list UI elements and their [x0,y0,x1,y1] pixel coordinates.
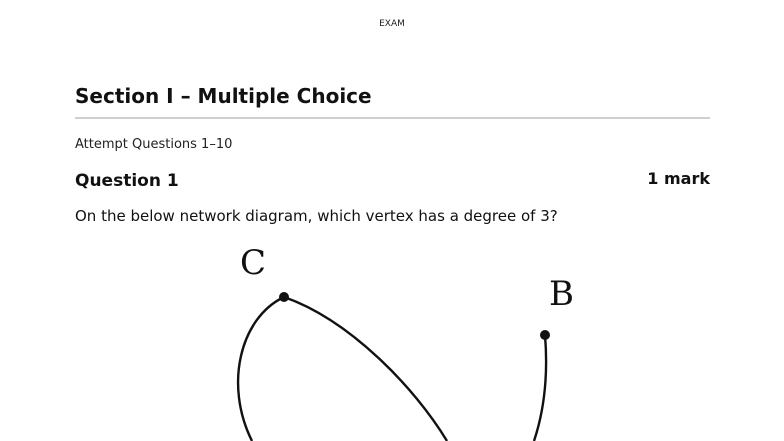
section-title: Section I – Multiple Choice [75,84,372,108]
section-instruction: Attempt Questions 1–10 [75,137,233,152]
vertex-label-c: C [240,243,267,283]
edge-b-curve [534,335,546,441]
vertex-b [540,330,550,340]
question-title: Question 1 [75,171,179,191]
edge-c-right-curve [284,297,447,441]
vertex-c [279,292,289,302]
edge-c-left-curve [238,297,284,441]
page-header: EXAM [379,19,405,29]
question-marks: 1 mark [647,169,710,188]
vertex-label-b: B [549,274,574,314]
question-text: On the below network diagram, which vertex has a degree of 3? [75,207,558,225]
